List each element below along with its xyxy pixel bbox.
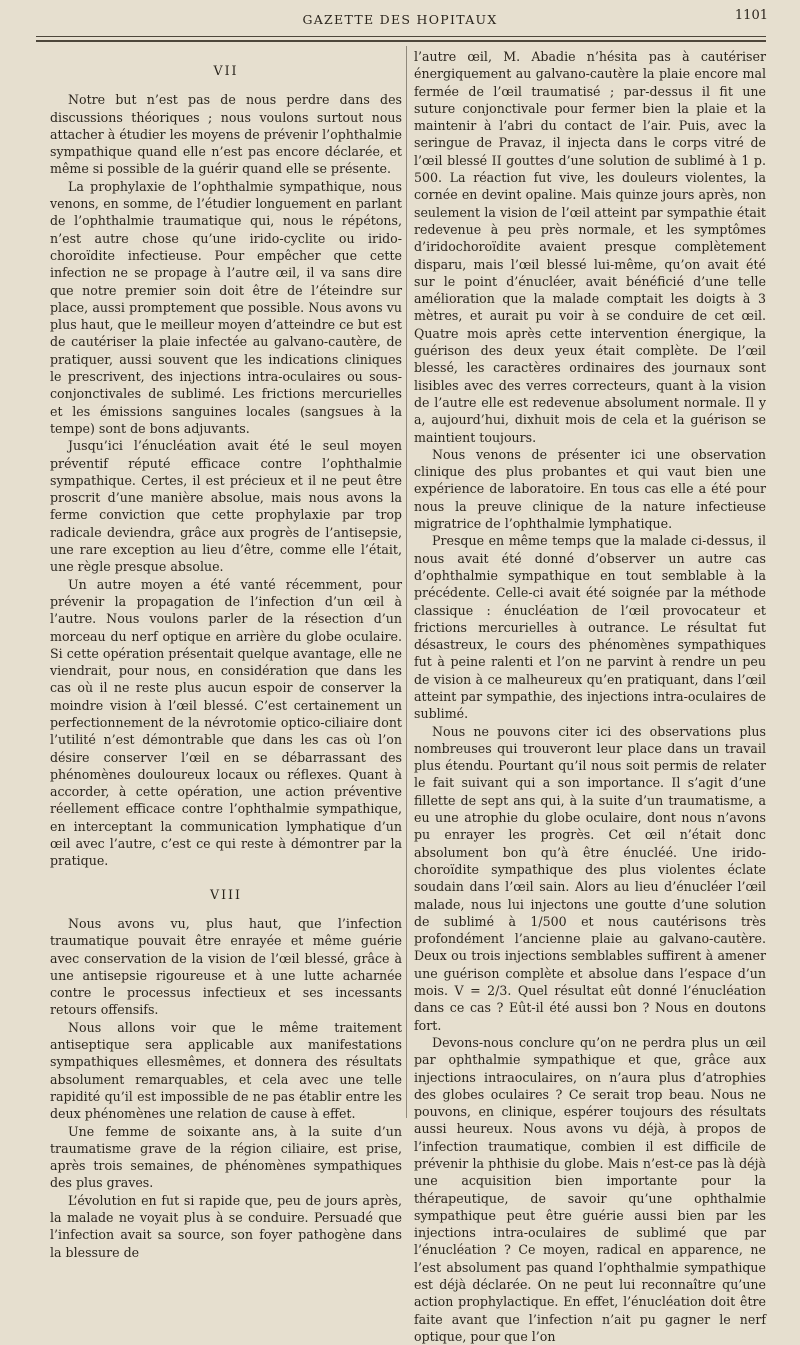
page-number: 1101 [734,8,768,23]
paragraph: Une femme de soixante ans, à la suite d’un traumatisme grave de la région ciliaire, est prise, après trois semaines, de phénomènes sympathiques des plus graves. [50,1123,402,1191]
paragraph: Presque en même temps que la malade ci-dessus, il nous avait été donné d’observer un autre cas d’ophthalmie sympathique en tout semblable à la précédente. Celle-ci avait été soignée par la méthode classique : énucléation de l’œil provocateur et frictions mercurielles à outrance. Le résultat fut désastreux, le cours des phénomènes sympathiques fut à peine ralenti et l’on ne parvint à rendre un peu de vision à ce malheureux qu’en pratiquant, dans l’œil atteint par sympathie, des injections intra-oculaires de sublimé. [414,533,766,722]
page-header [0,4,800,34]
section-heading: VII [213,63,239,78]
paragraph: Un autre moyen a été vanté récemment, pour prévenir la propagation de l’infection d’un œil à l’autre. Nous voulons parler de la résection d’un morceau du nerf optique en arrière du globe oculaire. Si cette opération présentait quelque avantage, elle ne viendrait, pour nous, en considération que dans les cas où il ne reste plus aucun espoir de conserver la moindre vision à l’œil blessé. C’est certainement un perfectionnement de la névrotomie optico-ciliaire dont l’utilité n’est démontrable que dans les cas où l’on désire conserver l’œil en se débarrassant des phénomènes douloureux locaux ou réflexes. Quant à accorder, à cette opération, une action préventive réellement efficace contre l’ophthalmie sympathique, en interceptant la communication lymphatique d’un œil avec l’autre, c’est ce qui reste à démontrer par la pratique. [50,576,402,869]
paragraph: La prophylaxie de l’ophthalmie sympathique, nous venons, en somme, de l’étudier longuement en parlant de l’ophthalmie traumatique qui, nous le répétons, n’est autre chose qu’une irido-cyclite ou irido-choroïdite infectieuse. Pour empêcher que cette infection ne se propage à l’autre œil, il va sans dire que notre premier soin doit être de l’éteindre sur place, aussi promptement que possible. Nous avons vu plus haut, que le meilleur moyen d’atteindre ce but est de cautériser la plaie infectée au galvano-cautère, de pratiquer, aussi souvent que les indications cliniques le prescrivent, des injections intra-oculaires ou sous-conjonctivales de sublimé. Les frictions mercurielles et les émissions sanguines locales (sangsues à la tempe) sont de bons adjuvants. [50,178,402,436]
paragraph: Jusqu’ici l’énucléation avait été le seul moyen préventif réputé efficace contre l’ophthalmie sympathique. Certes, il est précieux et il ne peut être proscrit d’une manière absolue, mais nous avons la ferme conviction que cette prophylaxie par trop radicale deviendra, grâce aux progrès de l’antisepsie, une rare exception au lieu d’être, comme elle l’était, une règle presque absolue. [50,438,402,575]
left-column [50,48,402,1260]
paragraph: L’évolution en fut si rapide que, peu de jours après, la malade ne voyait plus à se conduire. Persuadé que l’infection avait sa source, son foyer pathogène dans la blessure de [50,1192,402,1260]
paragraph: Nous allons voir que le même traitement antiseptique sera applicable aux manifestations sympathiques ellesmêmes, et donnera des résultats absolument remarquables, et cela avec une telle rapidité qu’il est impossible de ne pas établir entre les deux phénomènes une relation de cause à effet. [50,1019,402,1122]
paragraph: Nous avons vu, plus haut, que l’infection traumatique pouvait être enrayée et même guérie avec conservation de la vision de l’œil blessé, grâce à une antisepsie rigoureuse et à une lutte acharnée contre le processus infectieux et ses incessants retours offensifs. [50,915,402,1018]
paragraph: Nous venons de présenter ici une observation clinique des plus probantes et qui vaut bien une expérience de laboratoire. En tous cas elle a été pour nous la preuve clinique de la nature infectieuse migratrice de l’ophthalmie lymphatique. [414,446,766,532]
header-rule [36,36,766,37]
paragraph: Nous ne pouvons citer ici des observations plus nombreuses qui trouveront leur place dans un travail plus étendu. Pourtant qu’il nous soit permis de relater le fait suivant qui a son importance. Il s’agit d’une fillette de sept ans qui, à la suite d’un traumatisme, a eu une atrophie du globe oculaire, dont nous n’avons pu enrayer les progrès. Cet œil n’était donc absolument bon qu’à être énucléé. Une irido-choroïdite sympathique des plus violentes éclate soudain dans l’œil sain. Alors au lieu d’énucléer l’œil malade, nous lui injectons une goutte d’une solution de sublimé à 1/500 et nous cautérisons très profondément l’ancienne plaie au galvano-cautère. Deux ou trois injections semblables suffirent à amener une guérison complète et absolue dans l’espace d’un mois. V = 2/3. Quel résultat eût donné l’énucléation dans ce cas ? Eût-il été aussi bon ? Nous en doutons fort. [414,723,766,1033]
section-heading: VIII [209,886,243,902]
header-rule-thick [36,40,766,42]
right-column [414,48,766,1344]
paragraph: Devons-nous conclure qu’on ne perdra plus un œil par ophthalmie sympathique et que, grâce aux injections intraoculaires, on n’aura plus d’atrophies des globes oculaires ? Ce serait trop beau. Nous ne pouvons, en clinique, espérer toujours des résultats aussi heureux. Nous avons vu déjà, à propos de l’infection traumatique, combien il est difficile de prévenir la phthisie du globe. Mais n’est-ce pas là déjà une acquisition bien importante pour la thérapeutique, de savoir qu’une ophthalmie sympathique peut être guérie aussi bien par les injections intra-oculaires de sublimé que par l’énucléation ? Ce moyen, radical en apparence, ne l’est absolument pas quand l’ophthalmie sympathique est déjà déclarée. On ne peut lui reconnaître qu’une action prophylactique. En effet, l’énucléation doit être faite avant que l’infection n’ait pu gagner le nerf optique, pour que l’on [414,1034,766,1344]
column-divider [406,46,407,1118]
running-title: GAZETTE DES HOPITAUX [302,12,498,27]
paragraph: Notre but n’est pas de nous perdre dans des discussions théoriques ; nous voulons surtout nous attacher à étudier les moyens de prévenir l’ophthalmie sympathique quand elle n’est pas encore déclarée, et même si possible de la guérir quand elle se présente. [50,92,402,177]
paragraph: l’autre œil, M. Abadie n’hésita pas à cautériser énergiquement au galvano-cautère la plaie encore mal fermée de l’œil traumatisé ; par-dessus il fit une suture conjonctivale pour fermer bien la plaie et la maintenir à l’abri du contact de l’air. Puis, avec la seringue de Pravaz, il injecta dans le corps vitré de l’œil blessé II gouttes d’une solution de sublimé à 1 p. 500. La réaction fut vive, les douleurs violentes, la cornée en devint opaline. Mais quinze jours après, non seulement la vision de l’œil atteint par sympathie était redevenue à peu près normale, et les symptômes d’iridochoroïdite avaient presque complètement disparu, mais l’œil blessé lui-même, qu’on avait été sur le point d’énucléer, avait bénéficié d’une telle amélioration que la malade comptait les doigts à 3 mètres, et aurait pu voir à se conduire de cet œil. Quatre mois après cette intervention énergique, la guérison des deux yeux était complète. De l’œil blessé, les caractères ordinaires des journaux sont lisibles avec des verres correcteurs, quant à la vision de l’autre elle est redevenue absolument normale. Il y a, aujourd’hui, dixhuit mois de cela et la guérison se maintient toujours. [414,49,766,445]
